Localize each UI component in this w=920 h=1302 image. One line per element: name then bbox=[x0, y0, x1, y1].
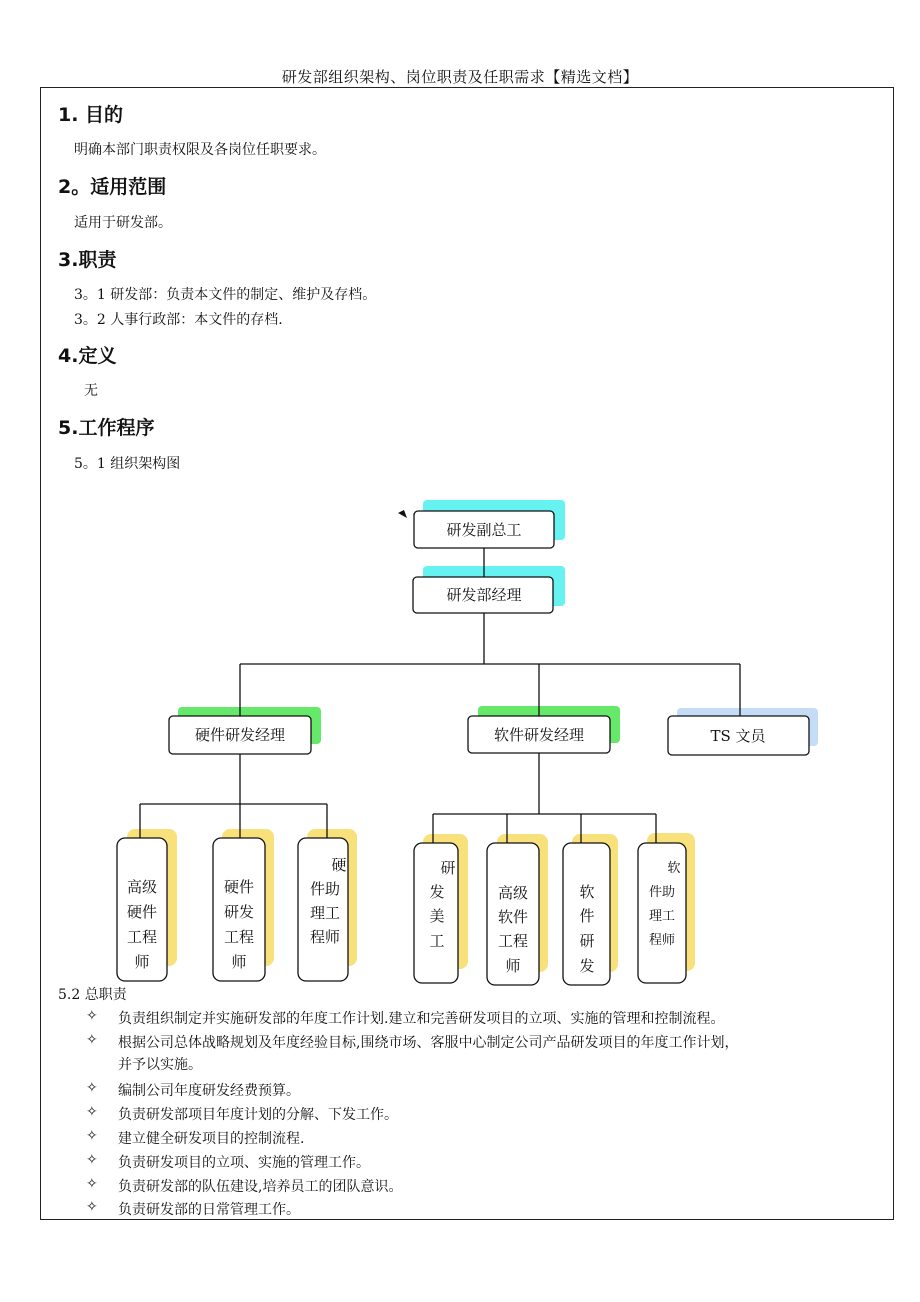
section-2-heading: 2。适用范围 bbox=[58, 176, 167, 198]
svg-text:工: 工 bbox=[429, 932, 445, 950]
diamond-star-icon: ✧ bbox=[86, 1199, 98, 1215]
svg-text:软件: 软件 bbox=[497, 908, 529, 926]
svg-text:发: 发 bbox=[429, 883, 445, 901]
svg-text:硬: 硬 bbox=[331, 856, 347, 874]
svg-text:工程: 工程 bbox=[126, 928, 158, 946]
cursor-arrow-icon bbox=[398, 510, 407, 518]
section-3-item-1: 3。1 研发部：负责本文件的制定、维护及存档。 bbox=[74, 287, 377, 303]
svg-text:师: 师 bbox=[231, 953, 247, 971]
sw-manager-label: 软件研发经理 bbox=[493, 726, 585, 744]
diamond-star-icon: ✧ bbox=[86, 1104, 98, 1120]
diamond-star-icon: ✧ bbox=[86, 1128, 98, 1144]
svg-text:工程: 工程 bbox=[497, 932, 529, 950]
svg-text:师: 师 bbox=[134, 953, 150, 971]
section-3-heading: 3.职责 bbox=[58, 249, 117, 271]
section-5-2-label: 5.2 总职责 bbox=[58, 987, 127, 1003]
svg-text:件助: 件助 bbox=[648, 885, 676, 900]
section-1-heading: 1. 目的 bbox=[58, 104, 124, 126]
svg-text:程师: 程师 bbox=[309, 928, 341, 946]
svg-text:高级: 高级 bbox=[126, 878, 158, 896]
svg-text:件: 件 bbox=[579, 907, 595, 925]
svg-text:软: 软 bbox=[579, 883, 595, 901]
svg-text:硬件: 硬件 bbox=[223, 878, 255, 896]
svg-text:理工: 理工 bbox=[309, 904, 341, 922]
svg-text:硬件: 硬件 bbox=[126, 903, 158, 921]
ts-label: TS 文员 bbox=[710, 727, 766, 745]
manager-label: 研发部经理 bbox=[446, 586, 522, 604]
section-4-text: 无 bbox=[84, 383, 98, 399]
svg-text:工程: 工程 bbox=[223, 928, 255, 946]
section-2-text: 适用于研发部。 bbox=[74, 215, 172, 231]
section-5-heading: 5.工作程序 bbox=[58, 417, 155, 439]
section-4-heading: 4.定义 bbox=[58, 345, 117, 367]
svg-text:美: 美 bbox=[429, 907, 445, 925]
svg-text:软: 软 bbox=[667, 861, 681, 876]
svg-text:研: 研 bbox=[579, 932, 595, 950]
diamond-star-icon: ✧ bbox=[86, 1152, 98, 1168]
section-5-1-label: 5。1 组织架构图 bbox=[74, 456, 181, 472]
hw-manager-label: 硬件研发经理 bbox=[194, 726, 286, 744]
diamond-star-icon: ✧ bbox=[86, 1080, 98, 1096]
svg-text:程师: 程师 bbox=[648, 933, 676, 948]
document-title: 研发部组织架构、岗位职责及任职需求【精选文档】 bbox=[281, 68, 639, 86]
svg-text:件助: 件助 bbox=[309, 880, 341, 898]
svg-text:发: 发 bbox=[579, 957, 595, 975]
diamond-star-icon: ✧ bbox=[86, 1008, 98, 1024]
svg-text:研发: 研发 bbox=[223, 903, 255, 921]
svg-text:师: 师 bbox=[505, 957, 521, 975]
svg-text:研: 研 bbox=[440, 859, 456, 877]
diamond-star-icon: ✧ bbox=[86, 1032, 98, 1048]
section-1-text: 明确本部门职责权限及各岗位任职要求。 bbox=[74, 142, 326, 158]
section-3-item-2: 3。2 人事行政部：本文件的存档. bbox=[74, 312, 283, 328]
diamond-star-icon: ✧ bbox=[86, 1176, 98, 1192]
svg-text:理工: 理工 bbox=[648, 909, 676, 924]
svg-text:高级: 高级 bbox=[497, 884, 529, 902]
vp-label: 研发副总工 bbox=[446, 521, 522, 539]
